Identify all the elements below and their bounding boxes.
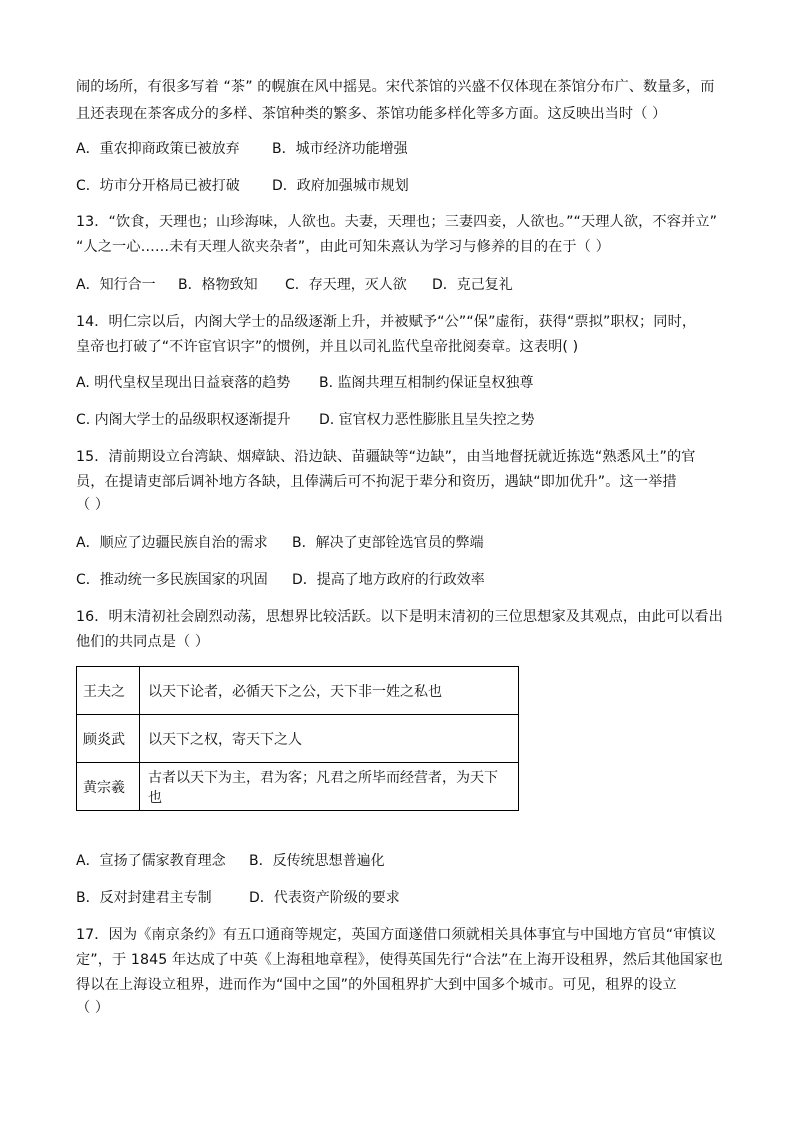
thinker-name: 黄宗羲 <box>77 763 140 811</box>
q16-option-b: B．反传统思想普遍化 <box>249 853 385 869</box>
thinkers-table <box>76 666 519 811</box>
thinker-name: 王夫之 <box>77 667 140 715</box>
q14-option-c: C. 内阁大学士的品级职权逐渐提升 <box>76 412 291 428</box>
q12-text-line-2: 且还表现在茶客成分的多样、茶馆种类的繁多、茶馆功能多样化等多方面。这反映出当时（ ） <box>76 106 667 122</box>
q16-option-c: B．反对封建君主专制 <box>76 890 212 906</box>
q13-option-a: A．知行合一 <box>76 277 156 293</box>
q12-option-c: C．坊市分开格局已被打破 <box>76 178 240 194</box>
q12-option-d: D．政府加强城市规划 <box>272 178 409 194</box>
q12-option-b: B．城市经济功能增强 <box>272 141 408 157</box>
q13-text-line-1: 13．“饮食，天理也；山珍海味，人欲也。夫妻，天理也；三妻四妾，人欲也。”“天理人欲，不容并立” <box>76 214 718 230</box>
thinker-name: 顾炎武 <box>77 715 140 763</box>
q15-option-c: C．推动统一多民族国家的巩固 <box>76 572 268 588</box>
q13-option-b: B．格物致知 <box>178 277 258 293</box>
q16-text-line-1: 16．明末清初社会剧烈动荡，思想界比较活跃。以下是明末清初的三位思想家及其观点，由此可以看出 <box>76 609 723 625</box>
q14-option-d: D. 宦官权力恶性膨胀且呈失控之势 <box>319 412 535 428</box>
q17-text-line-4: （ ） <box>76 1000 110 1016</box>
q12-option-a: A．重农抑商政策已被放弃 <box>76 141 240 157</box>
q15-text-line-2: 员，在提请吏部后调补地方各缺，且俸满后可不拘泥于辈分和资历，遇缺“即加优升”。这一举措 <box>76 474 677 490</box>
q15-text-line-1: 15．清前期设立台湾缺、烟瘴缺、沿边缺、苗疆缺等“边缺”，由当地督抚就近拣选“熟悉风土”的官 <box>76 449 696 465</box>
q14-text-line-1: 14．明仁宗以后，内阁大学士的品级逐渐上升，并被赋予“公”“保”虚衔，获得“票拟”职权；同时， <box>76 314 697 330</box>
q14-text-line-2: 皇帝也打破了“不许宦官识字”的惯例，并且以司礼监代皇帝批阅奏章。这表明( ) <box>76 339 579 355</box>
table-row <box>77 667 519 715</box>
q15-option-a: A．顺应了边疆民族自治的需求 <box>76 535 268 551</box>
thinker-view: 以天下论者，必循天下之公，天下非一姓之私也 <box>140 667 519 715</box>
q16-option-d: D．代表资产阶级的要求 <box>249 890 400 906</box>
thinker-view: 以天下之权，寄天下之人 <box>140 715 519 763</box>
thinker-view: 古者以天下为主，君为客；凡君之所毕而经营者，为天下也 <box>140 763 519 811</box>
q14-option-a: A. 明代皇权呈现出日益衰落的趋势 <box>76 375 291 391</box>
q15-option-b: B．解决了吏部铨选官员的弊端 <box>292 535 484 551</box>
q16-option-a: A．宣扬了儒家教育理念 <box>76 853 226 869</box>
q17-text-line-3: 得以在上海设立租界，进而作为“国中之国”的外国租界扩大到中国多个城市。可见，租界的设立 <box>76 977 677 993</box>
q13-text-line-2: “人之一心……未有天理人欲夹杂者”，由此可知朱熹认为学习与修养的目的在于（ ） <box>76 239 610 255</box>
q13-option-c: C．存天理，灭人欲 <box>285 277 407 293</box>
q15-text-line-3: （ ） <box>76 497 110 513</box>
q14-option-b: B. 监阁共理互相制约保证皇权独尊 <box>319 375 534 391</box>
q16-text-line-2: 他们的共同点是（ ） <box>76 634 210 650</box>
q12-text-line-1: 闹的场所，有很多写着 “茶” 的幌旗在风中摇晃。宋代茶馆的兴盛不仅体现在茶馆分布广、数量多，而 <box>76 79 715 95</box>
q13-option-d: D．克己复礼 <box>432 277 513 293</box>
q15-option-d: D．提高了地方政府的行政效率 <box>292 572 485 588</box>
q17-text-line-2: 定”，于 1845 年达成了中英《上海租地章程》，使得英国先行“合法”在上海开设租界，然后其他国家也 <box>76 952 723 968</box>
table-row <box>77 715 519 763</box>
q17-text-line-1: 17．因为《南京条约》有五口通商等规定，英国方面遂借口须就相关具体事宜与中国地方官员“审慎议 <box>76 927 717 943</box>
table-row <box>77 763 519 811</box>
